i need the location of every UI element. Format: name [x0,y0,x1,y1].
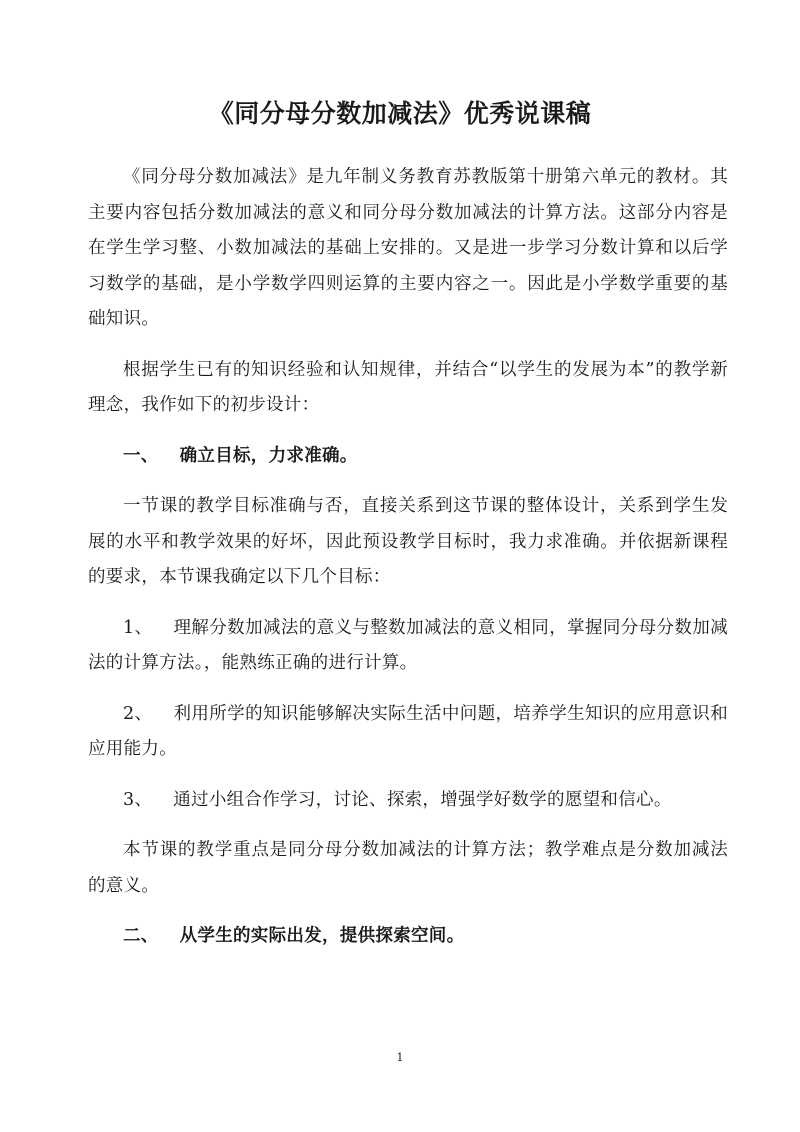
goal-item-2 [88,697,728,768]
goal-item-3-text: 通过小组合作学习，讨论、探索，增强学好数学的愿望和信心。 [173,789,672,810]
paragraph-key-points: 本节课的教学重点是同分母分数加减法的计算方法；教学难点是分数加减法的意义。 [88,840,728,896]
page-number: 1 [396,1051,404,1064]
goal-item-2-number: 2、 [123,703,153,724]
goal-item-1-number: 1、 [123,617,153,638]
section-heading-2-number: 二、 [123,926,159,946]
goal-item-1-text: 理解分数加减法的意义与整数加减法的意义相同，掌握同分母分数加减法的计算方法。，能熟练正确的进行计算。 [88,617,728,673]
section-heading-1-text: 确立目标，力求准确。 [179,445,358,466]
goal-item-2-text: 利用所学的知识能够解决实际生活中问题，培养学生知识的应用意识和应用能力。 [88,703,728,759]
section-heading-2 [88,919,728,955]
section-heading-2-text: 从学生的实际出发，提供探索空间。 [179,926,465,946]
goal-item-3-number: 3、 [123,789,153,810]
paragraph-intro: 《同分母分数加减法》是九年制义务教育苏教版第十册第六单元的教材。其主要内容包括分数加减法的意义和同分母分数加减法的计算方法。这部分内容是在学生学习整、小数加减法的基础上安排的。又是进一步学习分数计算和以后学习数学的基础，是小学数学四则运算的主要内容之一。因此是小学数学重要的基础知识。 [88,167,728,329]
paragraph-goals-intro: 一节课的教学目标准确与否，直接关系到这节课的整体设计，关系到学生发展的水平和教学效果的好坏，因此预设教学目标时，我力求准确。并依据新课程的要求，本节课我确定以下几个目标： [88,496,728,587]
paragraph-design: 根据学生已有的知识经验和认知规律，并结合“以学生的发展为本”的教学新理念，我作如下的初步设计： [88,359,728,415]
section-heading-1-number: 一、 [123,445,159,466]
goal-item-3 [88,783,728,819]
goal-item-1 [88,611,728,682]
document-body [88,160,728,970]
section-heading-1 [88,439,728,475]
document-title: 《同分母分数加减法》优秀说课稿 [208,99,592,128]
